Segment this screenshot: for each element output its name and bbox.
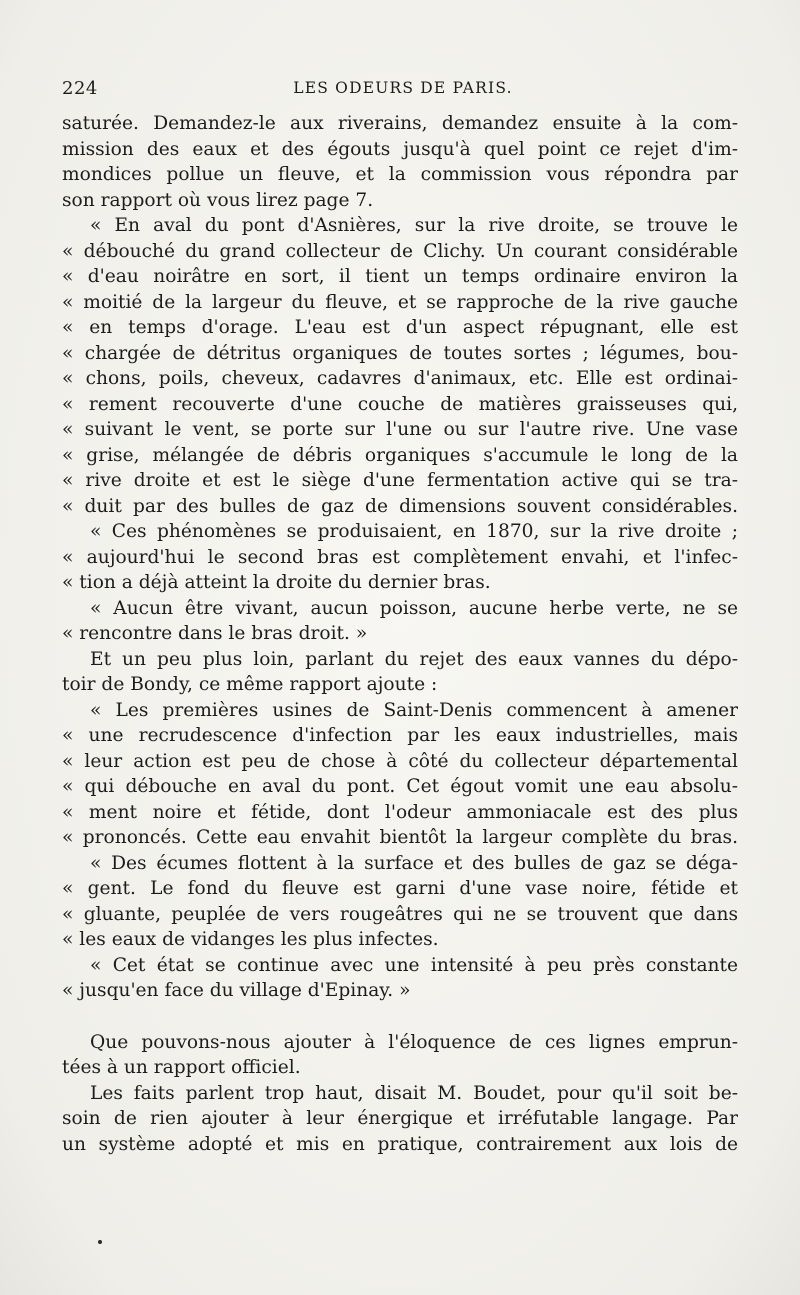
text-line: « Les premières usines de Saint-Denis commencent à amener — [90, 699, 738, 721]
text-line: « les eaux de vidanges les plus infectes. — [62, 929, 439, 950]
text-line: mission des eaux et des égouts jusqu'à quel point ce rejet d'im- — [62, 138, 738, 160]
text-line: « rive droite et est le siège d'une fermentation active qui se tra- — [62, 470, 738, 491]
text-line: mondices pollue un fleuve, et la commission vous répondra par — [62, 164, 738, 185]
text-line: « chargée de détritus organiques de toutes sortes ; légumes, bou- — [62, 342, 738, 364]
text-line: « tion a déjà atteint la droite du dernier bras. — [62, 572, 491, 593]
text-line: « Aucun être vivant, aucun poisson, aucune herbe verte, ne se — [90, 597, 738, 619]
text-line: « d'eau noirâtre en sort, il tient un temps ordinaire environ la — [62, 266, 738, 287]
text-line: son rapport où vous lirez page 7. — [62, 189, 374, 211]
text-line: un système adopté et mis en pratique, contrairement aux lois de — [62, 1133, 738, 1155]
text-line: « Cet état se continue avec une intensité à peu près constante — [90, 954, 738, 976]
ink-speck — [98, 1240, 102, 1244]
text-line: « moitié de la largeur du fleuve, et se rapproche de la rive gauche — [62, 291, 738, 313]
text-line: « Ces phénomènes se produisaient, en 1870, sur la rive droite ; — [90, 521, 738, 542]
text-line: « jusqu'en face du village d'Epinay. » — [62, 980, 411, 1001]
page-header — [62, 78, 738, 102]
text-line: toir de Bondy, ce même rapport ajoute : — [62, 674, 438, 695]
text-line: « qui débouche en aval du pont. Cet égout vomit une eau absolu- — [62, 776, 738, 797]
text-line: « ment noire et fétide, dont l'odeur ammoniacale est des plus — [62, 801, 738, 823]
text-line: « Des écumes flottent à la surface et des bulles de gaz se déga- — [90, 852, 738, 874]
text-line: « rencontre dans le bras droit. » — [62, 623, 368, 644]
text-line: tées à un rapport officiel. — [62, 1057, 301, 1078]
text-line: saturée. Demandez-le aux riverains, demandez ensuite à la com- — [62, 113, 738, 134]
text-line: « En aval du pont d'Asnières, sur la rive droite, se trouve le — [90, 215, 738, 236]
text-line: « gent. Le fond du fleuve est garni d'une vase noire, fétide et — [62, 878, 738, 899]
text-line: « une recrudescence d'infection par les eaux industrielles, mais — [62, 725, 738, 746]
text-line: Les faits parlent trop haut, disait M. Boudet, pour qu'il soit be- — [90, 1082, 738, 1104]
text-line: « aujourd'hui le second bras est complètement envahi, et l'infec- — [62, 546, 738, 568]
body-text — [62, 111, 738, 1157]
text-line: Que pouvons-nous ajouter à l'éloquence de ces lignes emprun- — [90, 1031, 738, 1053]
page-number: 224 — [62, 78, 98, 99]
text-line: « rement recouverte d'une couche de matières graisseuses qui, — [62, 393, 738, 415]
text-line: Et un peu plus loin, parlant du rejet des eaux vannes du dépo- — [90, 648, 738, 670]
running-title: LES ODEURS DE PARIS. — [293, 79, 513, 97]
text-line: « chons, poils, cheveux, cadavres d'animaux, etc. Elle est ordinai- — [62, 368, 738, 389]
text-line: « leur action est peu de chose à côté du collecteur départemental — [62, 750, 738, 772]
text-line: « grise, mélangée de débris organiques s'accumule le long de la — [62, 444, 738, 466]
text-line: « prononcés. Cette eau envahit bientôt la largeur complète du bras. — [62, 827, 738, 848]
text-line: « duit par des bulles de gaz de dimensions souvent considérables. — [62, 495, 738, 517]
text-line: « débouché du grand collecteur de Clichy. Un courant considérable — [62, 240, 738, 262]
text-line: « en temps d'orage. L'eau est d'un aspect répugnant, elle est — [62, 317, 738, 338]
text-line: « gluante, peuplée de vers rougeâtres qui ne se trouvent que dans — [62, 903, 738, 925]
paragraph-gap — [62, 1004, 738, 1030]
text-line: soin de rien ajouter à leur énergique et irréfutable langage. Par — [62, 1108, 738, 1129]
text-line: « suivant le vent, se porte sur l'une ou sur l'autre rive. Une vase — [62, 419, 738, 440]
